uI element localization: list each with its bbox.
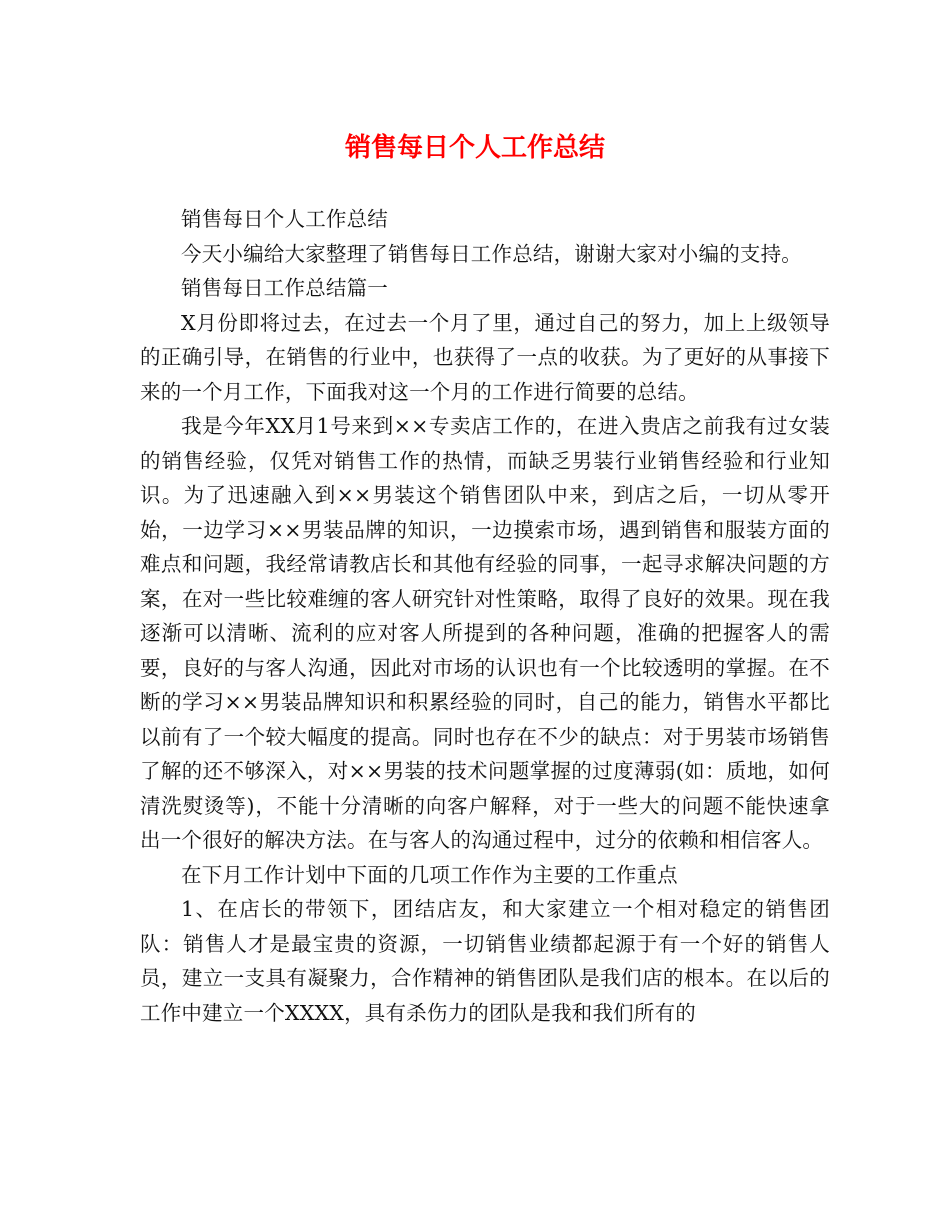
paragraph-intro: 今天小编给大家整理了销售每日工作总结，谢谢大家对小编的支持。 <box>181 241 802 266</box>
paragraph-section-heading: 销售每日工作总结篇一 <box>181 276 388 300</box>
paragraph-experience: 我是今年XX月1号来到××专卖店工作的，在进入贵店之前我有过女装的销售经验，仅凭对销售工作的热情，而缺乏男装行业销售经验和行业知识。为了迅速融入到××男装这个销售团队中来，到店之后，一切从零开始，一边学习××男装品牌的知识，一边摸索市场，遇到销售和服装方面的难点和问题，我经常请教店长和其他有经验的同事，一起寻求解决问题的方案，在对一些比较难缠的客人研究针对性策略，取得了良好的效果。现在我逐渐可以清晰、流利的应对客人所提到的各种问题，准确的把握客人的需要，良好的与客人沟通，因此对市场的认识也有一个比较透明的掌握。在不断的学习××男装品牌知识和积累经验的同时，自己的能力，销售水平都比以前有了一个较大幅度的提高。同时也存在不少的缺点：对于男装市场销售了解的还不够深入，对××男装的技术问题掌握的过度薄弱(如：质地，如何清洗熨烫等)，不能十分清晰的向客户解释，对于一些大的问题不能快速拿出一个很好的解决方法。在与客人的沟通过程中，过分的依赖和相信客人。 <box>140 414 830 852</box>
document-body <box>140 202 830 1030</box>
paragraph-plan-item-1: 1、在店长的带领下，团结店友，和大家建立一个相对稳定的销售团队：销售人才是最宝贵的资源，一切销售业绩都起源于有一个好的销售人员，建立一支具有凝聚力，合作精神的销售团队是我们店的根本。在以后的工作中建立一个XXXX，具有杀伤力的团队是我和我们所有的 <box>140 897 830 1025</box>
paragraph-plan-heading: 在下月工作计划中下面的几项工作作为主要的工作重点 <box>181 862 678 887</box>
document-title: 销售每日个人工作总结 <box>344 133 605 163</box>
paragraph-subtitle: 销售每日个人工作总结 <box>181 207 388 231</box>
paragraph-month-review: X月份即将过去，在过去一个月了里，通过自己的努力，加上上级领导的正确引导，在销售的行业中，也获得了一点的收获。为了更好的从事接下来的一个月工作，下面我对这一个月的工作进行简要的总结。 <box>140 310 830 404</box>
